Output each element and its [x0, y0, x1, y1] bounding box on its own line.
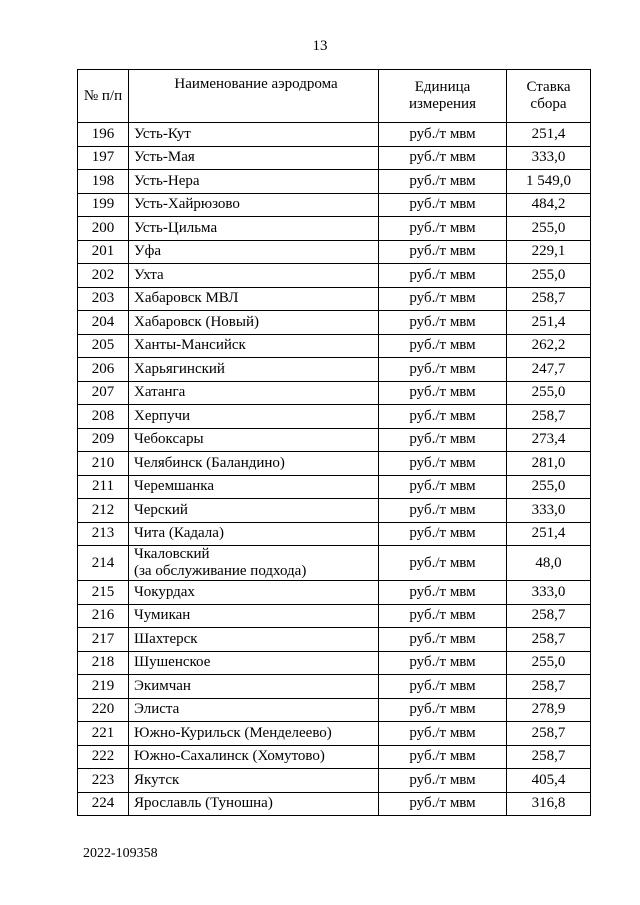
row-number: 202	[78, 264, 129, 288]
fee-rate: 258,7	[507, 287, 591, 311]
aerodrome-name: Хабаровск МВЛ	[129, 287, 379, 311]
unit-of-measure: руб./т мвм	[379, 769, 507, 793]
aerodrome-name: Элиста	[129, 698, 379, 722]
unit-of-measure: руб./т мвм	[379, 475, 507, 499]
document-code: 2022-109358	[83, 846, 158, 861]
fee-rate: 278,9	[507, 698, 591, 722]
unit-of-measure: руб./т мвм	[379, 381, 507, 405]
unit-of-measure: руб./т мвм	[379, 792, 507, 816]
table-row	[78, 581, 591, 605]
header-unit-line-1: Единица	[414, 79, 471, 95]
fee-rate: 247,7	[507, 358, 591, 382]
unit-of-measure: руб./т мвм	[379, 428, 507, 452]
fee-rate: 251,4	[507, 311, 591, 335]
fee-rate: 333,0	[507, 581, 591, 605]
unit-of-measure: руб./т мвм	[379, 334, 507, 358]
table-row	[78, 745, 591, 769]
table-row	[78, 358, 591, 382]
fee-rate: 251,4	[507, 522, 591, 546]
fee-rate: 258,7	[507, 675, 591, 699]
aerodrome-name: Усть-Цильма	[129, 217, 379, 241]
table-row	[78, 698, 591, 722]
table-row	[78, 499, 591, 523]
row-number: 219	[78, 675, 129, 699]
row-number: 223	[78, 769, 129, 793]
row-number: 217	[78, 628, 129, 652]
row-number: 198	[78, 170, 129, 194]
header-unit	[379, 70, 507, 123]
unit-of-measure: руб./т мвм	[379, 651, 507, 675]
row-number: 220	[78, 698, 129, 722]
unit-of-measure: руб./т мвм	[379, 123, 507, 147]
fee-rate: 258,7	[507, 745, 591, 769]
row-number: 207	[78, 381, 129, 405]
unit-of-measure: руб./т мвм	[379, 358, 507, 382]
row-number: 209	[78, 428, 129, 452]
unit-of-measure: руб./т мвм	[379, 581, 507, 605]
unit-of-measure: руб./т мвм	[379, 675, 507, 699]
aerodrome-name: Усть-Нера	[129, 170, 379, 194]
table-row	[78, 769, 591, 793]
aerodrome-name: Харьягинский	[129, 358, 379, 382]
aerodrome-name: Усть-Мая	[129, 146, 379, 170]
airport-fees-table	[77, 69, 591, 816]
table-row	[78, 452, 591, 476]
aerodrome-name: Чебоксары	[129, 428, 379, 452]
table-row	[78, 628, 591, 652]
fee-rate: 258,7	[507, 628, 591, 652]
table-row	[78, 546, 591, 581]
row-number: 216	[78, 604, 129, 628]
aerodrome-name: Чумикан	[129, 604, 379, 628]
row-number: 218	[78, 651, 129, 675]
table-row	[78, 405, 591, 429]
fee-rate: 262,2	[507, 334, 591, 358]
fee-rate: 229,1	[507, 240, 591, 264]
table-row	[78, 240, 591, 264]
table-row	[78, 193, 591, 217]
page-number: 13	[312, 38, 328, 54]
aerodrome-name: Шахтерск	[129, 628, 379, 652]
table-row	[78, 170, 591, 194]
aerodrome-name: Черский	[129, 499, 379, 523]
row-number: 212	[78, 499, 129, 523]
header-rate-line-2: сбора	[530, 96, 567, 112]
header-rate-line-1: Ставка	[526, 79, 571, 95]
table-row	[78, 217, 591, 241]
unit-of-measure: руб./т мвм	[379, 287, 507, 311]
fee-rate: 251,4	[507, 123, 591, 147]
table-row	[78, 722, 591, 746]
row-number: 211	[78, 475, 129, 499]
row-number: 206	[78, 358, 129, 382]
unit-of-measure: руб./т мвм	[379, 722, 507, 746]
aerodrome-name-line-2: (за обслуживание подхода)	[134, 563, 307, 579]
unit-of-measure: руб./т мвм	[379, 311, 507, 335]
fee-rate: 255,0	[507, 381, 591, 405]
aerodrome-name: Херпучи	[129, 405, 379, 429]
row-number: 210	[78, 452, 129, 476]
fee-rate: 333,0	[507, 146, 591, 170]
row-number: 214	[78, 546, 129, 581]
fee-rate: 255,0	[507, 217, 591, 241]
header-rate	[507, 70, 591, 123]
unit-of-measure: руб./т мвм	[379, 170, 507, 194]
row-number: 199	[78, 193, 129, 217]
row-number: 213	[78, 522, 129, 546]
aerodrome-name: Чита (Кадала)	[129, 522, 379, 546]
table-row	[78, 381, 591, 405]
unit-of-measure: руб./т мвм	[379, 264, 507, 288]
table-row	[78, 522, 591, 546]
fee-rate: 255,0	[507, 651, 591, 675]
aerodrome-name: Уфа	[129, 240, 379, 264]
table-row	[78, 146, 591, 170]
row-number: 222	[78, 745, 129, 769]
table-row	[78, 651, 591, 675]
row-number: 196	[78, 123, 129, 147]
aerodrome-name: Шушенское	[129, 651, 379, 675]
unit-of-measure: руб./т мвм	[379, 698, 507, 722]
unit-of-measure: руб./т мвм	[379, 452, 507, 476]
unit-of-measure: руб./т мвм	[379, 193, 507, 217]
fee-rate: 316,8	[507, 792, 591, 816]
unit-of-measure: руб./т мвм	[379, 240, 507, 264]
fee-rate: 48,0	[507, 546, 591, 581]
unit-of-measure: руб./т мвм	[379, 499, 507, 523]
table-body	[78, 123, 591, 816]
row-number: 208	[78, 405, 129, 429]
table-row	[78, 675, 591, 699]
header-number: № п/п	[78, 70, 129, 123]
aerodrome-name: Южно-Курильск (Менделеево)	[129, 722, 379, 746]
aerodrome-name: Экимчан	[129, 675, 379, 699]
unit-of-measure: руб./т мвм	[379, 628, 507, 652]
aerodrome-name: Черемшанка	[129, 475, 379, 499]
aerodrome-name-line-1: Чкаловский	[134, 546, 210, 562]
aerodrome-name: Усть-Кут	[129, 123, 379, 147]
aerodrome-name: Хатанга	[129, 381, 379, 405]
fee-rate: 258,7	[507, 604, 591, 628]
table-row	[78, 428, 591, 452]
header-unit-line-2: измерения	[408, 96, 476, 112]
row-number: 200	[78, 217, 129, 241]
aerodrome-name: Ярославль (Туношна)	[129, 792, 379, 816]
fee-rate: 255,0	[507, 475, 591, 499]
fee-rate: 405,4	[507, 769, 591, 793]
row-number: 201	[78, 240, 129, 264]
unit-of-measure: руб./т мвм	[379, 217, 507, 241]
row-number: 224	[78, 792, 129, 816]
fee-rate: 333,0	[507, 499, 591, 523]
aerodrome-name: Южно-Сахалинск (Хомутово)	[129, 745, 379, 769]
unit-of-measure: руб./т мвм	[379, 405, 507, 429]
table-row	[78, 604, 591, 628]
fee-rate: 484,2	[507, 193, 591, 217]
unit-of-measure: руб./т мвм	[379, 745, 507, 769]
fee-rate: 281,0	[507, 452, 591, 476]
fee-rate: 255,0	[507, 264, 591, 288]
row-number: 197	[78, 146, 129, 170]
table-row	[78, 287, 591, 311]
table-row	[78, 792, 591, 816]
row-number: 221	[78, 722, 129, 746]
aerodrome-name: Ухта	[129, 264, 379, 288]
table-row	[78, 311, 591, 335]
row-number: 204	[78, 311, 129, 335]
fee-rate: 1 549,0	[507, 170, 591, 194]
aerodrome-name: Чокурдах	[129, 581, 379, 605]
table-row	[78, 334, 591, 358]
fee-rate: 258,7	[507, 722, 591, 746]
header-name: Наименование аэродрома	[129, 70, 379, 123]
row-number: 215	[78, 581, 129, 605]
unit-of-measure: руб./т мвм	[379, 522, 507, 546]
row-number: 203	[78, 287, 129, 311]
table-header-row	[78, 70, 591, 123]
unit-of-measure: руб./т мвм	[379, 546, 507, 581]
fee-rate: 258,7	[507, 405, 591, 429]
unit-of-measure: руб./т мвм	[379, 146, 507, 170]
row-number: 205	[78, 334, 129, 358]
aerodrome-name: Челябинск (Баландино)	[129, 452, 379, 476]
aerodrome-name: Усть-Хайрюзово	[129, 193, 379, 217]
table-row	[78, 123, 591, 147]
table-row	[78, 264, 591, 288]
aerodrome-name: Хабаровск (Новый)	[129, 311, 379, 335]
aerodrome-name: Ханты-Мансийск	[129, 334, 379, 358]
aerodrome-name	[129, 546, 379, 581]
unit-of-measure: руб./т мвм	[379, 604, 507, 628]
fee-rate: 273,4	[507, 428, 591, 452]
aerodrome-name: Якутск	[129, 769, 379, 793]
table-row	[78, 475, 591, 499]
